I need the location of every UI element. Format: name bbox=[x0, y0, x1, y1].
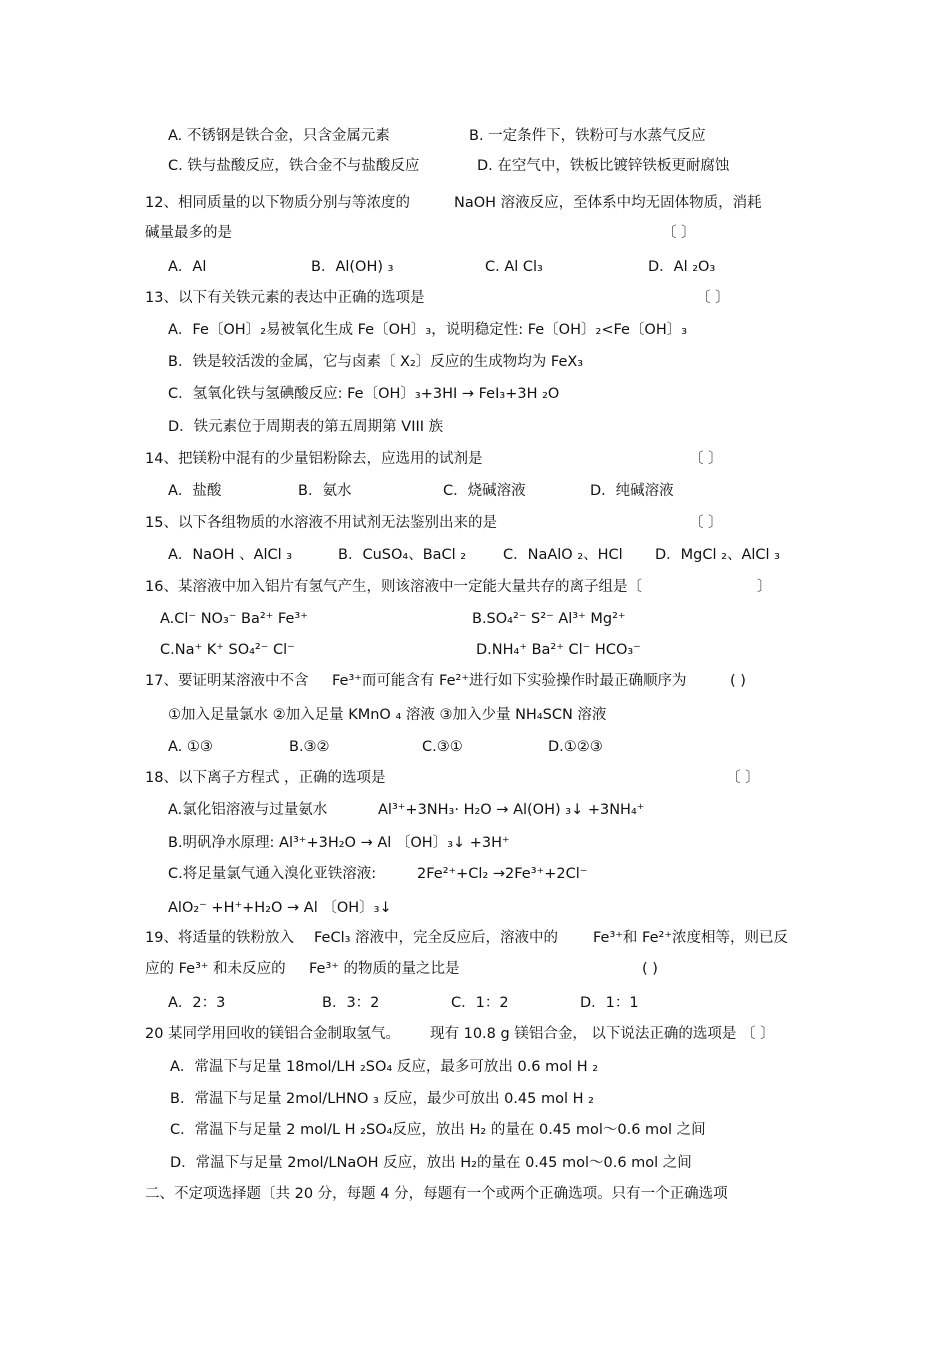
text-segment: NaOH 溶液反应，至体系中均无固体物质，消耗 bbox=[454, 195, 762, 211]
text-segment: A.Cl⁻ NO₃⁻ Ba²⁺ Fe³⁺ bbox=[160, 611, 308, 627]
text-segment: C.③① bbox=[422, 739, 463, 755]
text-segment: 14、把镁粉中混有的少量铝粉除去，应选用的试剂是 bbox=[145, 451, 483, 467]
text-segment: D.①②③ bbox=[548, 739, 603, 755]
text-segment: 现有 10.8 g 镁铝合金， 以下说法正确的选项是 〔 〕 bbox=[430, 1026, 775, 1042]
text-segment: 〔 〕 bbox=[726, 770, 760, 786]
text-segment: B．氨水 bbox=[298, 483, 352, 499]
text-segment: ( ) bbox=[730, 673, 746, 689]
text-segment: C. 铁与盐酸反应，铁合金不与盐酸反应 bbox=[168, 158, 420, 174]
text-segment: A．Fe〔OH〕₂易被氧化生成 Fe〔OH〕₃，说明稳定性: Fe〔OH〕₂<Fe〔OH〕₃ bbox=[168, 322, 688, 338]
text-segment: 〔 〕 bbox=[662, 225, 696, 241]
text-segment: B．铁是较活泼的金属，它与卤素〔 X₂〕反应的生成物均为 FeX₃ bbox=[168, 354, 584, 370]
text-segment: 18、以下离子方程式 ，正确的选项是 bbox=[145, 770, 386, 786]
text-segment: D. 在空气中，铁板比镀锌铁板更耐腐蚀 bbox=[477, 158, 730, 174]
text-segment: D．MgCl ₂、AlCl ₃ bbox=[655, 547, 780, 563]
text-segment: D．铁元素位于周期表的第五周期第 VIII 族 bbox=[168, 419, 444, 435]
text-segment: 二、不定项选择题〔共 20 分，每题 4 分，每题有一个或两个正确选项。只有一个正确选项 bbox=[145, 1186, 728, 1202]
text-segment: C.将足量氯气通入溴化亚铁溶液: bbox=[168, 866, 377, 882]
text-segment: Al³⁺+3NH₃· H₂O → Al(OH) ₃↓ +3NH₄⁺ bbox=[378, 802, 645, 818]
text-segment: 15、以下各组物质的水溶液不用试剂无法鉴别出来的是 bbox=[145, 515, 497, 531]
text-segment: A．盐酸 bbox=[168, 483, 222, 499]
text-segment: C. Al Cl₃ bbox=[485, 259, 543, 275]
text-segment: ①加入足量氯水 ②加入足量 KMnO ₄ 溶液 ③加入少量 NH₄SCN 溶液 bbox=[168, 707, 607, 723]
text-segment: AlO₂⁻ +H⁺+H₂O → Al 〔OH〕₃↓ bbox=[168, 900, 392, 916]
text-segment: A. 不锈钢是铁合金，只含金属元素 bbox=[168, 128, 390, 144]
text-segment: B．3：2 bbox=[322, 995, 380, 1011]
text-segment: A.氯化铝溶液与过量氨水 bbox=[168, 802, 328, 818]
text-segment: A. ①③ bbox=[168, 739, 213, 755]
text-segment: Fe³⁺而可能含有 Fe²⁺进行如下实验操作时最正确顺序为 bbox=[332, 673, 687, 689]
text-segment: B．Al(OH) ₃ bbox=[311, 259, 394, 275]
text-segment: D.NH₄⁺ Ba²⁺ Cl⁻ HCO₃⁻ bbox=[476, 642, 641, 658]
text-segment: FeCl₃ 溶液中，完全反应后，溶液中的 bbox=[314, 930, 559, 946]
text-segment: 17、要证明某溶液中不含 bbox=[145, 673, 309, 689]
text-segment: 〔 〕 bbox=[696, 290, 730, 306]
text-segment: 16、某溶液中加入铝片有氢气产生，则该溶液中一定能大量共存的离子组是〔 bbox=[145, 579, 642, 595]
text-segment: 2Fe²⁺+Cl₂ →2Fe³⁺+2Cl⁻ bbox=[417, 866, 588, 882]
text-segment: 应的 Fe³⁺ 和未反应的 bbox=[145, 961, 286, 977]
text-segment: A．NaOH 、AlCl ₃ bbox=[168, 547, 293, 563]
text-segment: B．CuSO₄、BaCl ₂ bbox=[338, 547, 467, 563]
text-segment: B. 一定条件下，铁粉可与水蒸气反应 bbox=[469, 128, 706, 144]
text-segment: C．1：2 bbox=[451, 995, 509, 1011]
text-segment: 20 某同学用回收的镁铝合金制取氢气。 bbox=[145, 1026, 401, 1042]
text-segment: A．常温下与足量 18mol/LH ₂SO₄ 反应，最多可放出 0.6 mol H ₂ bbox=[170, 1059, 599, 1075]
text-segment: C．氢氧化铁与氢碘酸反应: Fe〔OH〕₃+3HI → FeI₃+3H ₂O bbox=[168, 386, 560, 402]
text-segment: C．NaAlO ₂、HCl bbox=[503, 547, 623, 563]
text-segment: C.Na⁺ K⁺ SO₄²⁻ Cl⁻ bbox=[160, 642, 295, 658]
text-segment: Fe³⁺和 Fe²⁺浓度相等，则已反 bbox=[593, 930, 788, 946]
text-segment: 〔 〕 bbox=[689, 451, 723, 467]
text-segment: 12、相同质量的以下物质分别与等浓度的 bbox=[145, 195, 410, 211]
text-segment: D．常温下与足量 2mol/LNaOH 反应，放出 H₂的量在 0.45 mol～0.6 mol 之间 bbox=[170, 1155, 692, 1171]
text-segment: D．1：1 bbox=[580, 995, 639, 1011]
text-segment: D．Al ₂O₃ bbox=[648, 259, 716, 275]
text-segment: C．烧碱溶液 bbox=[443, 483, 526, 499]
text-segment: 13、以下有关铁元素的表达中正确的选项是 bbox=[145, 290, 425, 306]
text-segment: A．2：3 bbox=[168, 995, 226, 1011]
text-segment: D．纯碱溶液 bbox=[590, 483, 674, 499]
text-segment: 〕 bbox=[757, 579, 772, 595]
text-segment: B.③② bbox=[289, 739, 330, 755]
text-segment: B．常温下与足量 2mol/LHNO ₃ 反应，最少可放出 0.45 mol H ₂ bbox=[170, 1091, 594, 1107]
text-segment: 〔 〕 bbox=[689, 515, 723, 531]
text-segment: B.SO₄²⁻ S²⁻ Al³⁺ Mg²⁺ bbox=[472, 611, 626, 627]
text-segment: B.明矾净水原理: Al³⁺+3H₂O → Al 〔OH〕₃↓ +3H⁺ bbox=[168, 835, 510, 851]
text-segment: A．Al bbox=[168, 259, 207, 275]
text-segment: 19、将适量的铁粉放入 bbox=[145, 930, 294, 946]
text-segment: C．常温下与足量 2 mol/L H ₂SO₄反应，放出 H₂ 的量在 0.45 mol～0.6 mol 之间 bbox=[170, 1122, 706, 1138]
text-segment: 碱量最多的是 bbox=[145, 225, 232, 241]
text-segment: ( ) bbox=[642, 961, 658, 977]
text-segment: Fe³⁺ 的物质的量之比是 bbox=[309, 961, 460, 977]
